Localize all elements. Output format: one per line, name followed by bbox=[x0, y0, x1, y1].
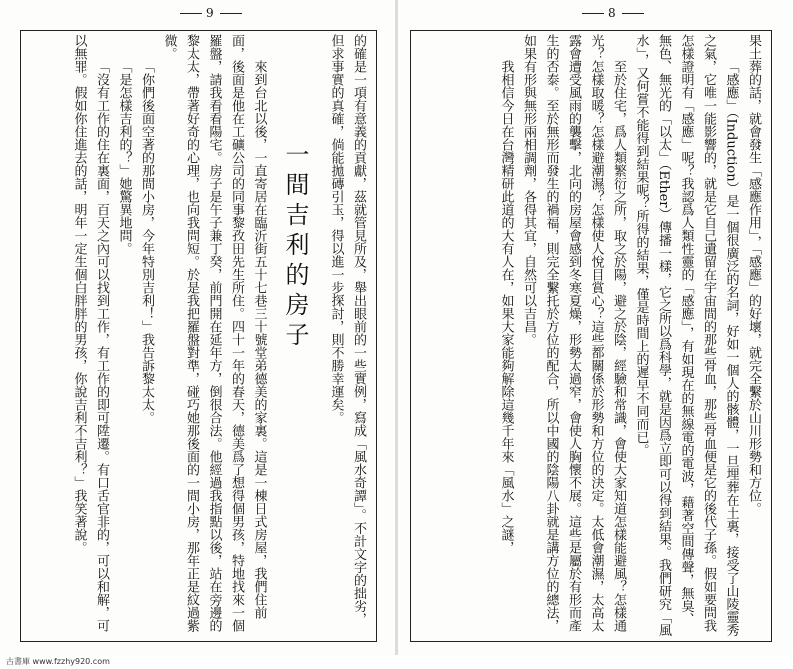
paragraph: 果土葬的話，就會發生「感應作用」，「感應」的好壞，就完全繫於山川形勢和方位。 bbox=[746, 34, 761, 515]
page-number-left: 9 bbox=[176, 6, 246, 20]
dash-decoration bbox=[180, 13, 202, 14]
paragraph: 至於住宅，爲人類繁衍之所，取之於陽，避之於陰，經驗和常識，會使大家知道怎樣能避風？怎樣通光？怎樣取暖？怎樣避潮濕？怎樣使人悅目賞心？這些都關係於形勢和方位的決定。太低會潮濕，太高太露會遭受風雨的襲擊，北向的房屋會感到冬寒夏燥，形勢太過窄，會使人胸懷不展。這些是屬於有形而產生的否泰。至於無形而發生的禍福，則完全繫托於方位的配合，所以中國的陰陽八卦就是講方位的總法，如果有形與無形兩相調劑，各得其宜，自然可以吉昌。 bbox=[521, 34, 626, 632]
chapter-title: 一間吉利的房子 bbox=[281, 142, 309, 352]
paragraph: 「沒有工作的住在裏面，百天之內可以找到工作，有工作的即可陞遷。有口舌官非的，可以和解，可以無罪。假如你住進去的話，明年一定生個白胖胖的男孩，你說吉利不吉利？」我笑著說。 bbox=[71, 34, 109, 632]
left-body-text bbox=[26, 34, 369, 638]
paragraph: 「你們後面空著的那間小房，今年特別吉利！」我告訴黎太太。 bbox=[139, 60, 154, 424]
dash-decoration bbox=[582, 13, 604, 14]
right-body-text bbox=[416, 34, 764, 638]
page-number-right: 8 bbox=[578, 6, 648, 20]
dash-decoration bbox=[622, 13, 644, 14]
paragraph: 我相信今日在台灣精研此道的大有人在，如果大家能夠解除這幾千年來「風水」之謎， bbox=[498, 60, 514, 554]
paragraph: 「是怎樣吉利的？」她驚異地問。 bbox=[116, 60, 132, 255]
paragraph: 「感應」（Induction）是一個很廣泛的名詞，好如一個人的骸體，一旦埋葬在土裏，接受了山陵靈秀之氣，它唯一能影響的，就是它自己遺留在宇宙間的那些骨血，那些骨血便是它的後代子孫。假如要問我怎樣證明有「感應」呢？我認爲人類性靈的「感應」，有如現在的無線電的電波，藉著空間傳聲，無臭、無色、無光的「以太」（Ether）傳播一樣，它之所以爲科學，就是因爲立即可以得到結果。我們研究「風水」，又何嘗不能得到結果呢？所得的結果，僅是時間上的遲早不同而已。 bbox=[633, 34, 739, 637]
paragraph: 的確是一項有意義的貢獻，茲就管見所及，舉出眼前的一些實例，寫成「風水奇譚」。不計文字的拙劣，但求事實的真確，倘能拋磚引玉，得以進一步探討，則不勝幸運矣。 bbox=[328, 34, 366, 626]
paragraph: 來到台北以後，一直寄居在臨沂街五十七巷三十號堂弟德美的家裏。這是一棟日式房屋，我們住前面，後面是他在工礦公司的同事黎孜田先生所住。四十一年的春天，德美爲了想得個男孩，特地找來一個羅盤，請我看看陽宅。房子是午子兼丁癸，前門開在延年方，倒很合法。他經過我指點以後，站在旁邊的黎太太，帶著好奇的心理，也向我問短。於是我把羅盤對準，碰巧她那後面的一間小房，那年正是紋過紫微。 bbox=[161, 34, 267, 632]
footer-watermark: 古書庫 www.fzzhy920.com bbox=[6, 657, 110, 666]
dash-decoration bbox=[220, 13, 242, 14]
